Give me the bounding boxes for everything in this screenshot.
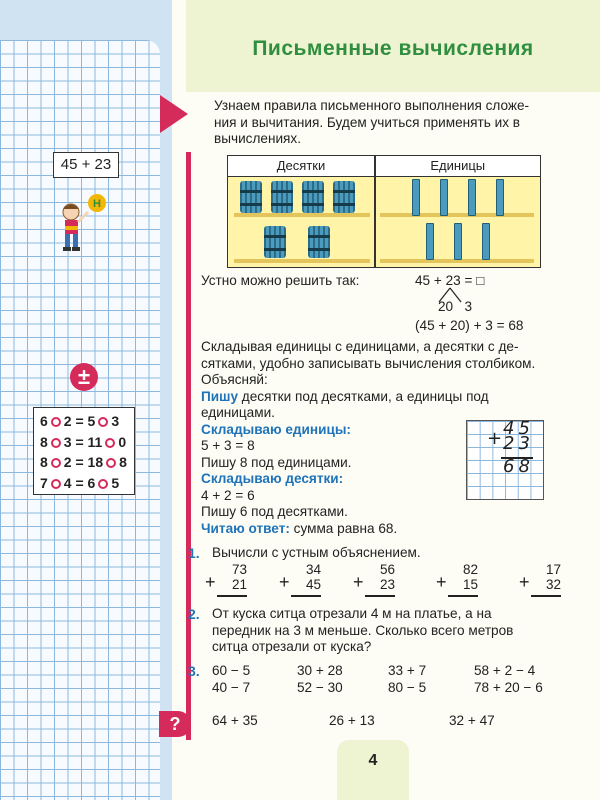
task3-col-4: 58 + 2 − 4 78 + 20 − 6 — [474, 663, 543, 695]
question-mark-icon: ? — [159, 711, 191, 737]
sum: 68 — [503, 456, 534, 477]
empty-circle-icon — [105, 438, 115, 448]
section-accent-bar — [186, 152, 191, 740]
empty-circle-icon — [106, 458, 116, 468]
empty-circle-icon — [51, 458, 61, 468]
pointer-triangle-icon — [160, 95, 188, 133]
plus-sign: + — [487, 428, 503, 449]
ten-bundle-icon — [240, 181, 262, 213]
task3-col-3: 33 + 7 80 − 5 — [388, 663, 427, 695]
plus-minus-icon: ± — [70, 363, 98, 391]
oral-label: Устно можно решить так: — [201, 273, 360, 288]
compare-row: 6 2 = 5 3 — [40, 413, 120, 429]
side-expression-box: 45 + 23 — [53, 152, 119, 178]
page-title: Письменные вычисления — [252, 37, 534, 60]
task1-text: Вычисли с устным объяснением. — [212, 545, 421, 560]
ten-bundle-icon — [333, 181, 355, 213]
empty-circle-icon — [98, 417, 108, 427]
task1-number: 1. — [188, 545, 200, 561]
unit-stick-icon — [468, 179, 476, 216]
hint-badge: Н — [93, 198, 101, 210]
task3-number: 3. — [188, 663, 200, 679]
task3-col-2: 30 + 28 52 − 30 — [297, 663, 343, 695]
place-value-table — [227, 155, 541, 268]
boy-character-icon — [55, 192, 110, 254]
unit-stick-icon — [412, 179, 420, 216]
ten-bundle-icon — [271, 181, 293, 213]
split-values: 20 3 — [438, 299, 473, 314]
bonus-item: 64 + 35 — [212, 713, 258, 728]
task2-number: 2. — [188, 606, 200, 622]
page-number: 4 — [337, 740, 409, 800]
empty-circle-icon — [51, 438, 61, 448]
ten-bundle-icon — [308, 226, 330, 258]
column-example-box — [466, 420, 544, 500]
header-units: Единицы — [376, 156, 541, 177]
empty-circle-icon — [51, 479, 61, 489]
compare-row: 7 4 = 6 5 — [40, 474, 120, 491]
header-tens: Десятки — [228, 156, 374, 177]
compare-box — [33, 407, 135, 495]
unit-stick-icon — [454, 223, 462, 260]
ten-bundle-icon — [264, 226, 286, 258]
oral-expression: 45 + 23 = □ — [415, 273, 485, 288]
empty-circle-icon — [51, 417, 61, 427]
unit-stick-icon — [482, 223, 490, 260]
addend-b: 23 — [503, 433, 534, 454]
task1-columns: + 73 21 + 34 45 + 56 23 + 82 15 + 17 32 — [205, 563, 565, 603]
compare-row: 8 3 = 11 0 — [40, 433, 127, 450]
addend-a: 45 — [503, 418, 534, 439]
empty-circle-icon — [98, 479, 108, 489]
bonus-item: 26 + 13 — [329, 713, 375, 728]
unit-stick-icon — [426, 223, 434, 260]
task3-col-1: 60 − 5 40 − 7 — [212, 663, 251, 695]
compare-row: 8 2 = 18 8 — [40, 454, 127, 470]
bonus-item: 32 + 47 — [449, 713, 495, 728]
unit-stick-icon — [496, 179, 504, 216]
ten-bundle-icon — [302, 181, 324, 213]
explanation-text: Складывая единицы с единицами, а десятки с де- сятками, удобно записывать вычисления столбиком. Объясняй: Пишу десятки под десятками, а единицы под единицами. Складываю единицы: 5 + 3 = 8 Пишу 8 под единицами. Складываю десятки: 4 + 2 = 6 Пишу 6 под десятками. Читаю ответ: сумма равна 68. — [201, 339, 536, 536]
task2-text: От куска ситца отрезали 4 м на платье, а на передник на 3 м меньше. Сколько всего метров ситца отрезали от куска? — [212, 606, 514, 654]
oral-result: (45 + 20) + 3 = 68 — [415, 318, 524, 333]
unit-stick-icon — [440, 179, 448, 216]
intro-text: Узнаем правила письменного выполнения сложе- ния и вычитания. Будем учиться применять их в вычислениях. — [214, 98, 530, 146]
